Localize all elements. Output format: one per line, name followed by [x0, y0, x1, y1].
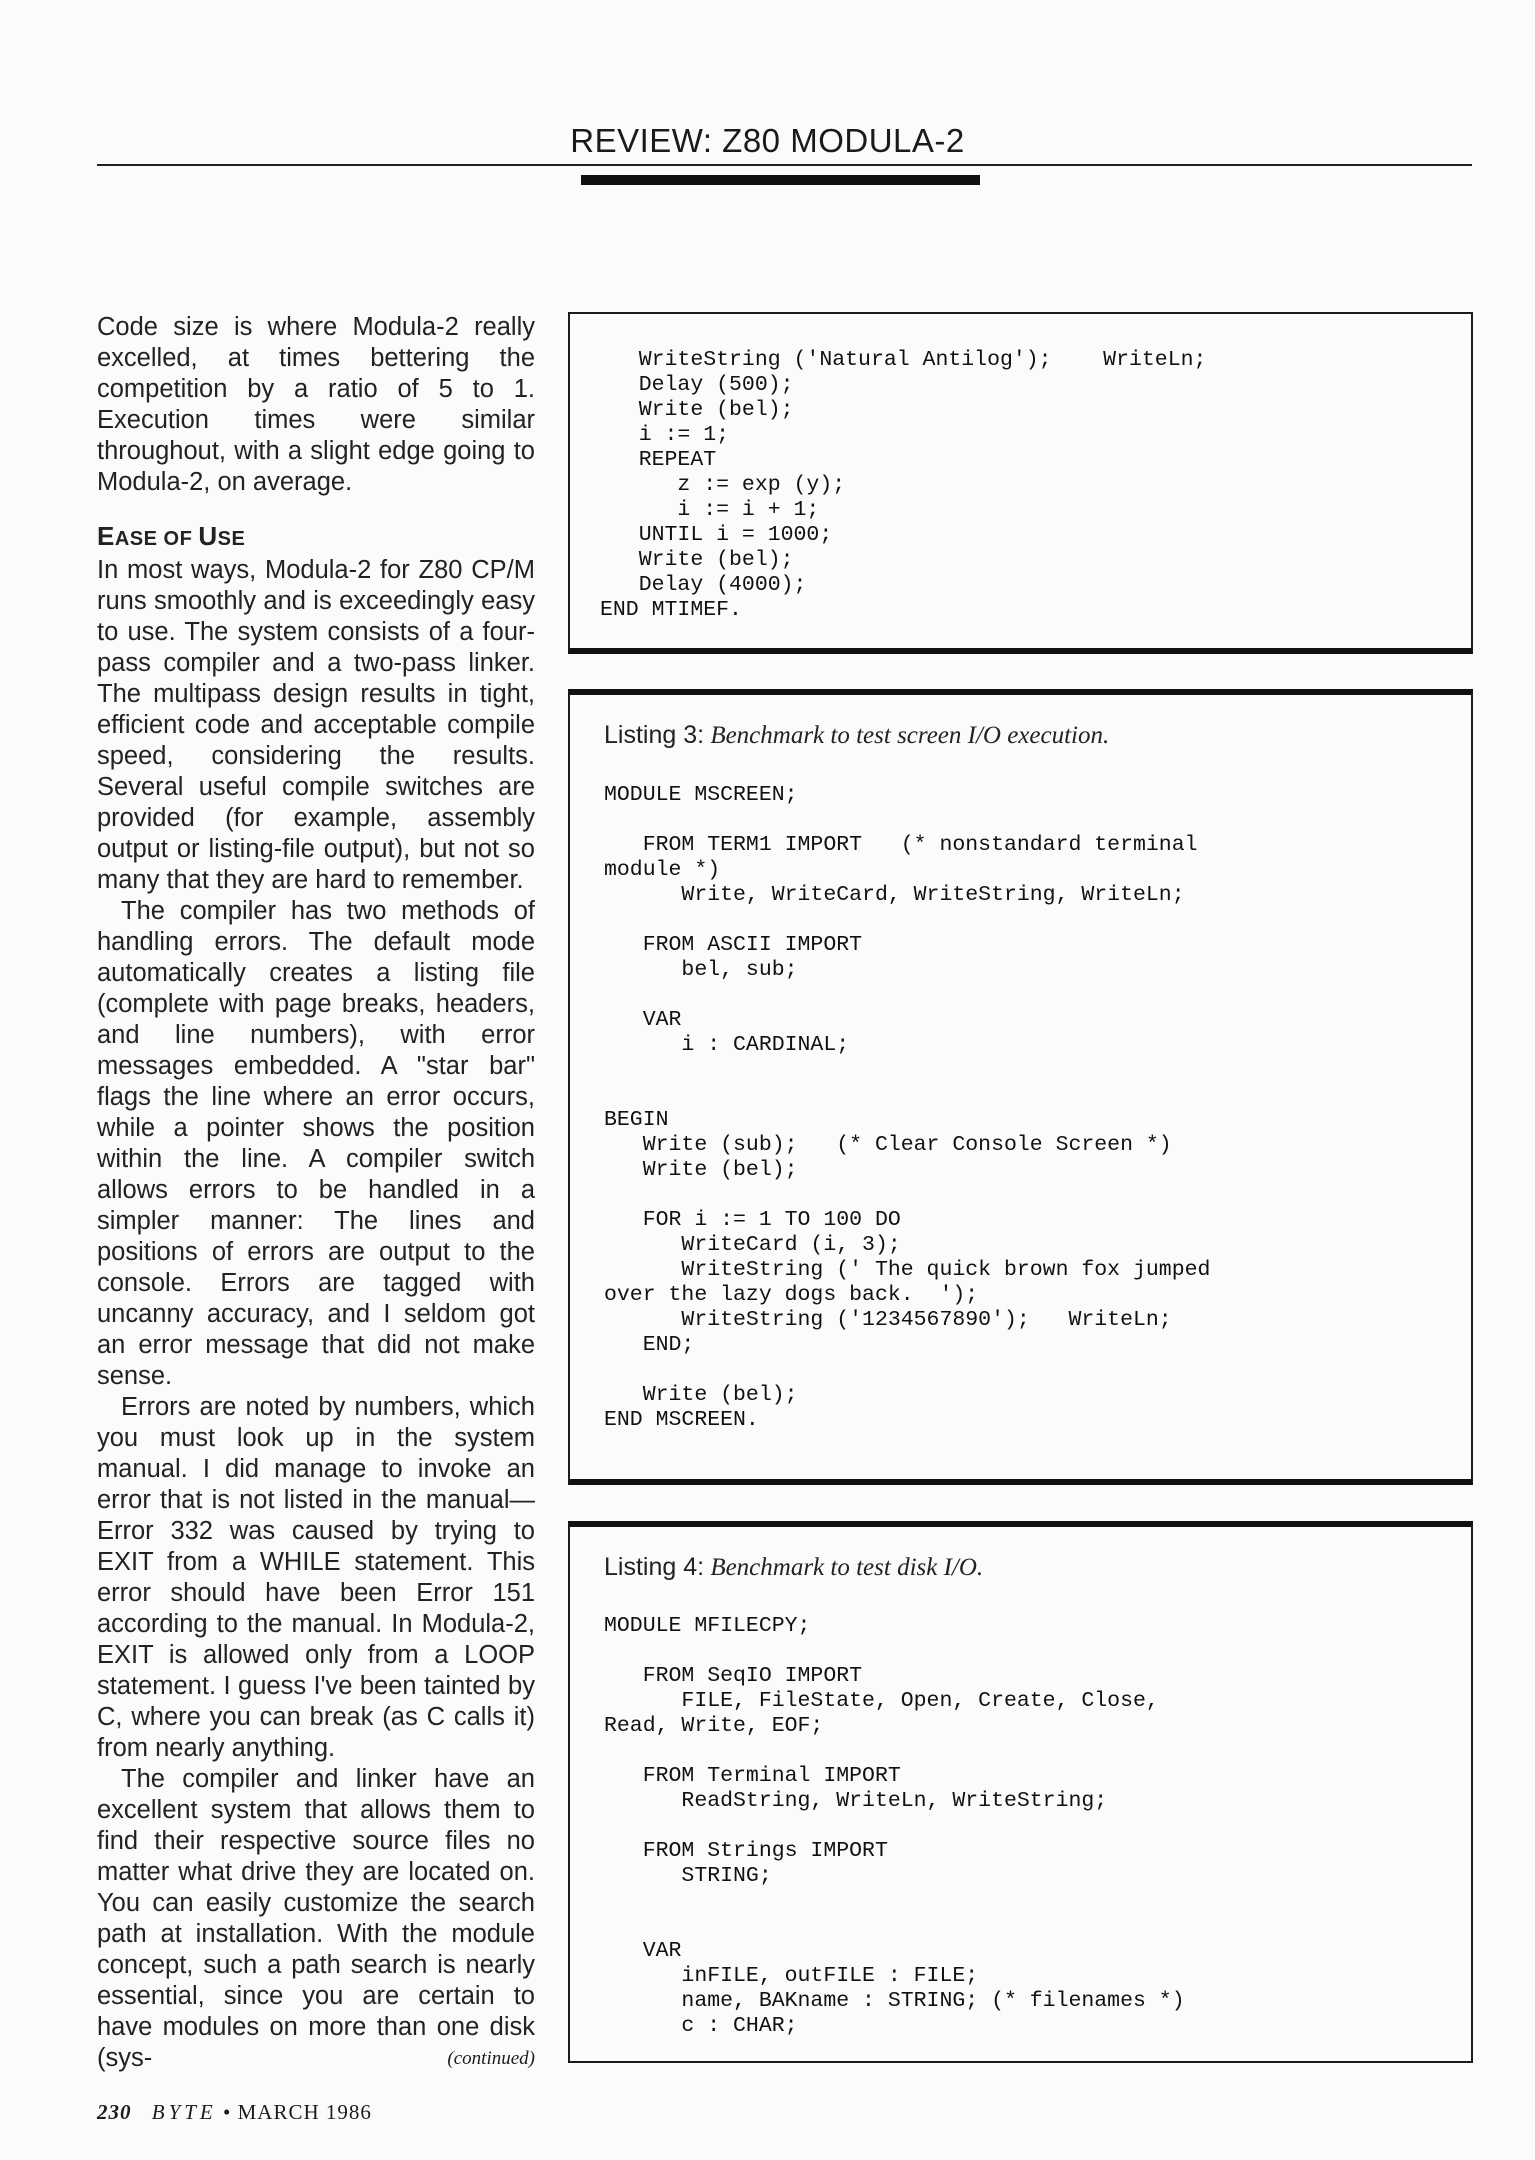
article-column: [97, 312, 535, 2074]
listing-4-box: [568, 1521, 1473, 2063]
header-bar: [581, 175, 980, 185]
article-paragraph: Errors are noted by numbers, which you must look up in the system manual. I did manage to invoke an error that is not listed in the manual—Error 332 was caused by trying to EXIT from a WHILE statement. This error should have been Error 151 according to the manual. In Modula-2, EXIT is allowed only from a LOOP statement. I guess I've been tainted by C, where you can break (as C calls it) from nearly anything.: [97, 1393, 535, 1762]
listing-3-box: [568, 689, 1473, 1485]
code-listing-top: WriteString ('Natural Antilog'); WriteLn; Delay (500); Write (bel); i := 1; REPEAT z := exp (y); i := i + 1; UNTIL i = 1000; Write (bel); Delay (4000); END MTIMEF.: [600, 348, 1207, 622]
continued-note: (continued): [447, 2048, 535, 2069]
listing-4-caption: Listing 4: Benchmark to test disk I/O.: [604, 1553, 984, 1581]
code-listing-4: MODULE MFILECPY; FROM SeqIO IMPORT FILE, FileState, Open, Create, Close, Read, Write, EOF; FROM Terminal IMPORT ReadString, WriteLn, WriteString; FROM Strings IMPORT STRING; VAR inFILE, outFILE : FILE; name, BAKname : STRING; (* filenames *) c : CHAR;: [604, 1614, 1185, 2038]
footer-separator: •: [223, 2100, 232, 2124]
header-rule: [97, 164, 1472, 166]
running-header: REVIEW: Z80 MODULA-2: [570, 122, 965, 159]
issue-date: MARCH 1986: [237, 2100, 372, 2124]
listing-continuation-box: [568, 312, 1473, 654]
listing-3-caption: Listing 3: Benchmark to test screen I/O execution.: [604, 721, 1110, 749]
article-paragraph: The compiler has two methods of handling errors. The default mode automatically creates a listing file (complete with page breaks, headers, and line numbers), with error messages embedded. A "star bar" flags the line where an error occurs, while a pointer shows the position within the line. A compiler switch allows errors to be handled in a simpler manner: The lines and positions of errors are output to the console. Errors are tagged with uncanny accuracy, and I seldom got an error message that did not make sense.: [97, 897, 535, 1390]
page-number: 230: [97, 2100, 132, 2124]
article-paragraph: Code size is where Modula-2 really excelled, at times bettering the competition by a ratio of 5 to 1. Execution times were similar throughout, with a slight edge going to Modula-2, on average.: [97, 313, 535, 496]
article-paragraph: In most ways, Modula-2 for Z80 CP/M runs smoothly and is exceedingly easy to use. The system consists of a four-pass compiler and a two-pass linker. The multipass design results in tight, efficient code and acceptable compile speed, considering the results. Several useful compile switches are provided (for example, assembly output or listing-file output), but not so many that they are hard to remember.: [97, 556, 535, 894]
section-heading: EASE OF USE: [97, 521, 246, 551]
magazine-name: BYTE: [151, 2100, 217, 2124]
article-paragraph: The compiler and linker have an excellent system that allows them to find their respective source files no matter what drive they are located on. You can easily customize the search path at installation. With the module concept, such a path search is nearly essential, since you are certain to have modules on more than one disk (sys-: [97, 1765, 535, 2072]
code-listing-3: MODULE MSCREEN; FROM TERM1 IMPORT (* nonstandard terminal module *) Write, WriteCard, WriteString, WriteLn; FROM ASCII IMPORT bel, sub; VAR i : CARDINAL; BEGIN Write (sub); (* Clear Console Screen *) Write (bel); FOR i := 1 TO 100 DO WriteCard (i, 3); WriteString (' The quick brown fox jumped over the lazy dogs back. '); WriteString ('1234567890'); WriteLn; END; Write (bel); END MSCREEN.: [604, 783, 1211, 1432]
page-footer: [97, 2100, 372, 2125]
